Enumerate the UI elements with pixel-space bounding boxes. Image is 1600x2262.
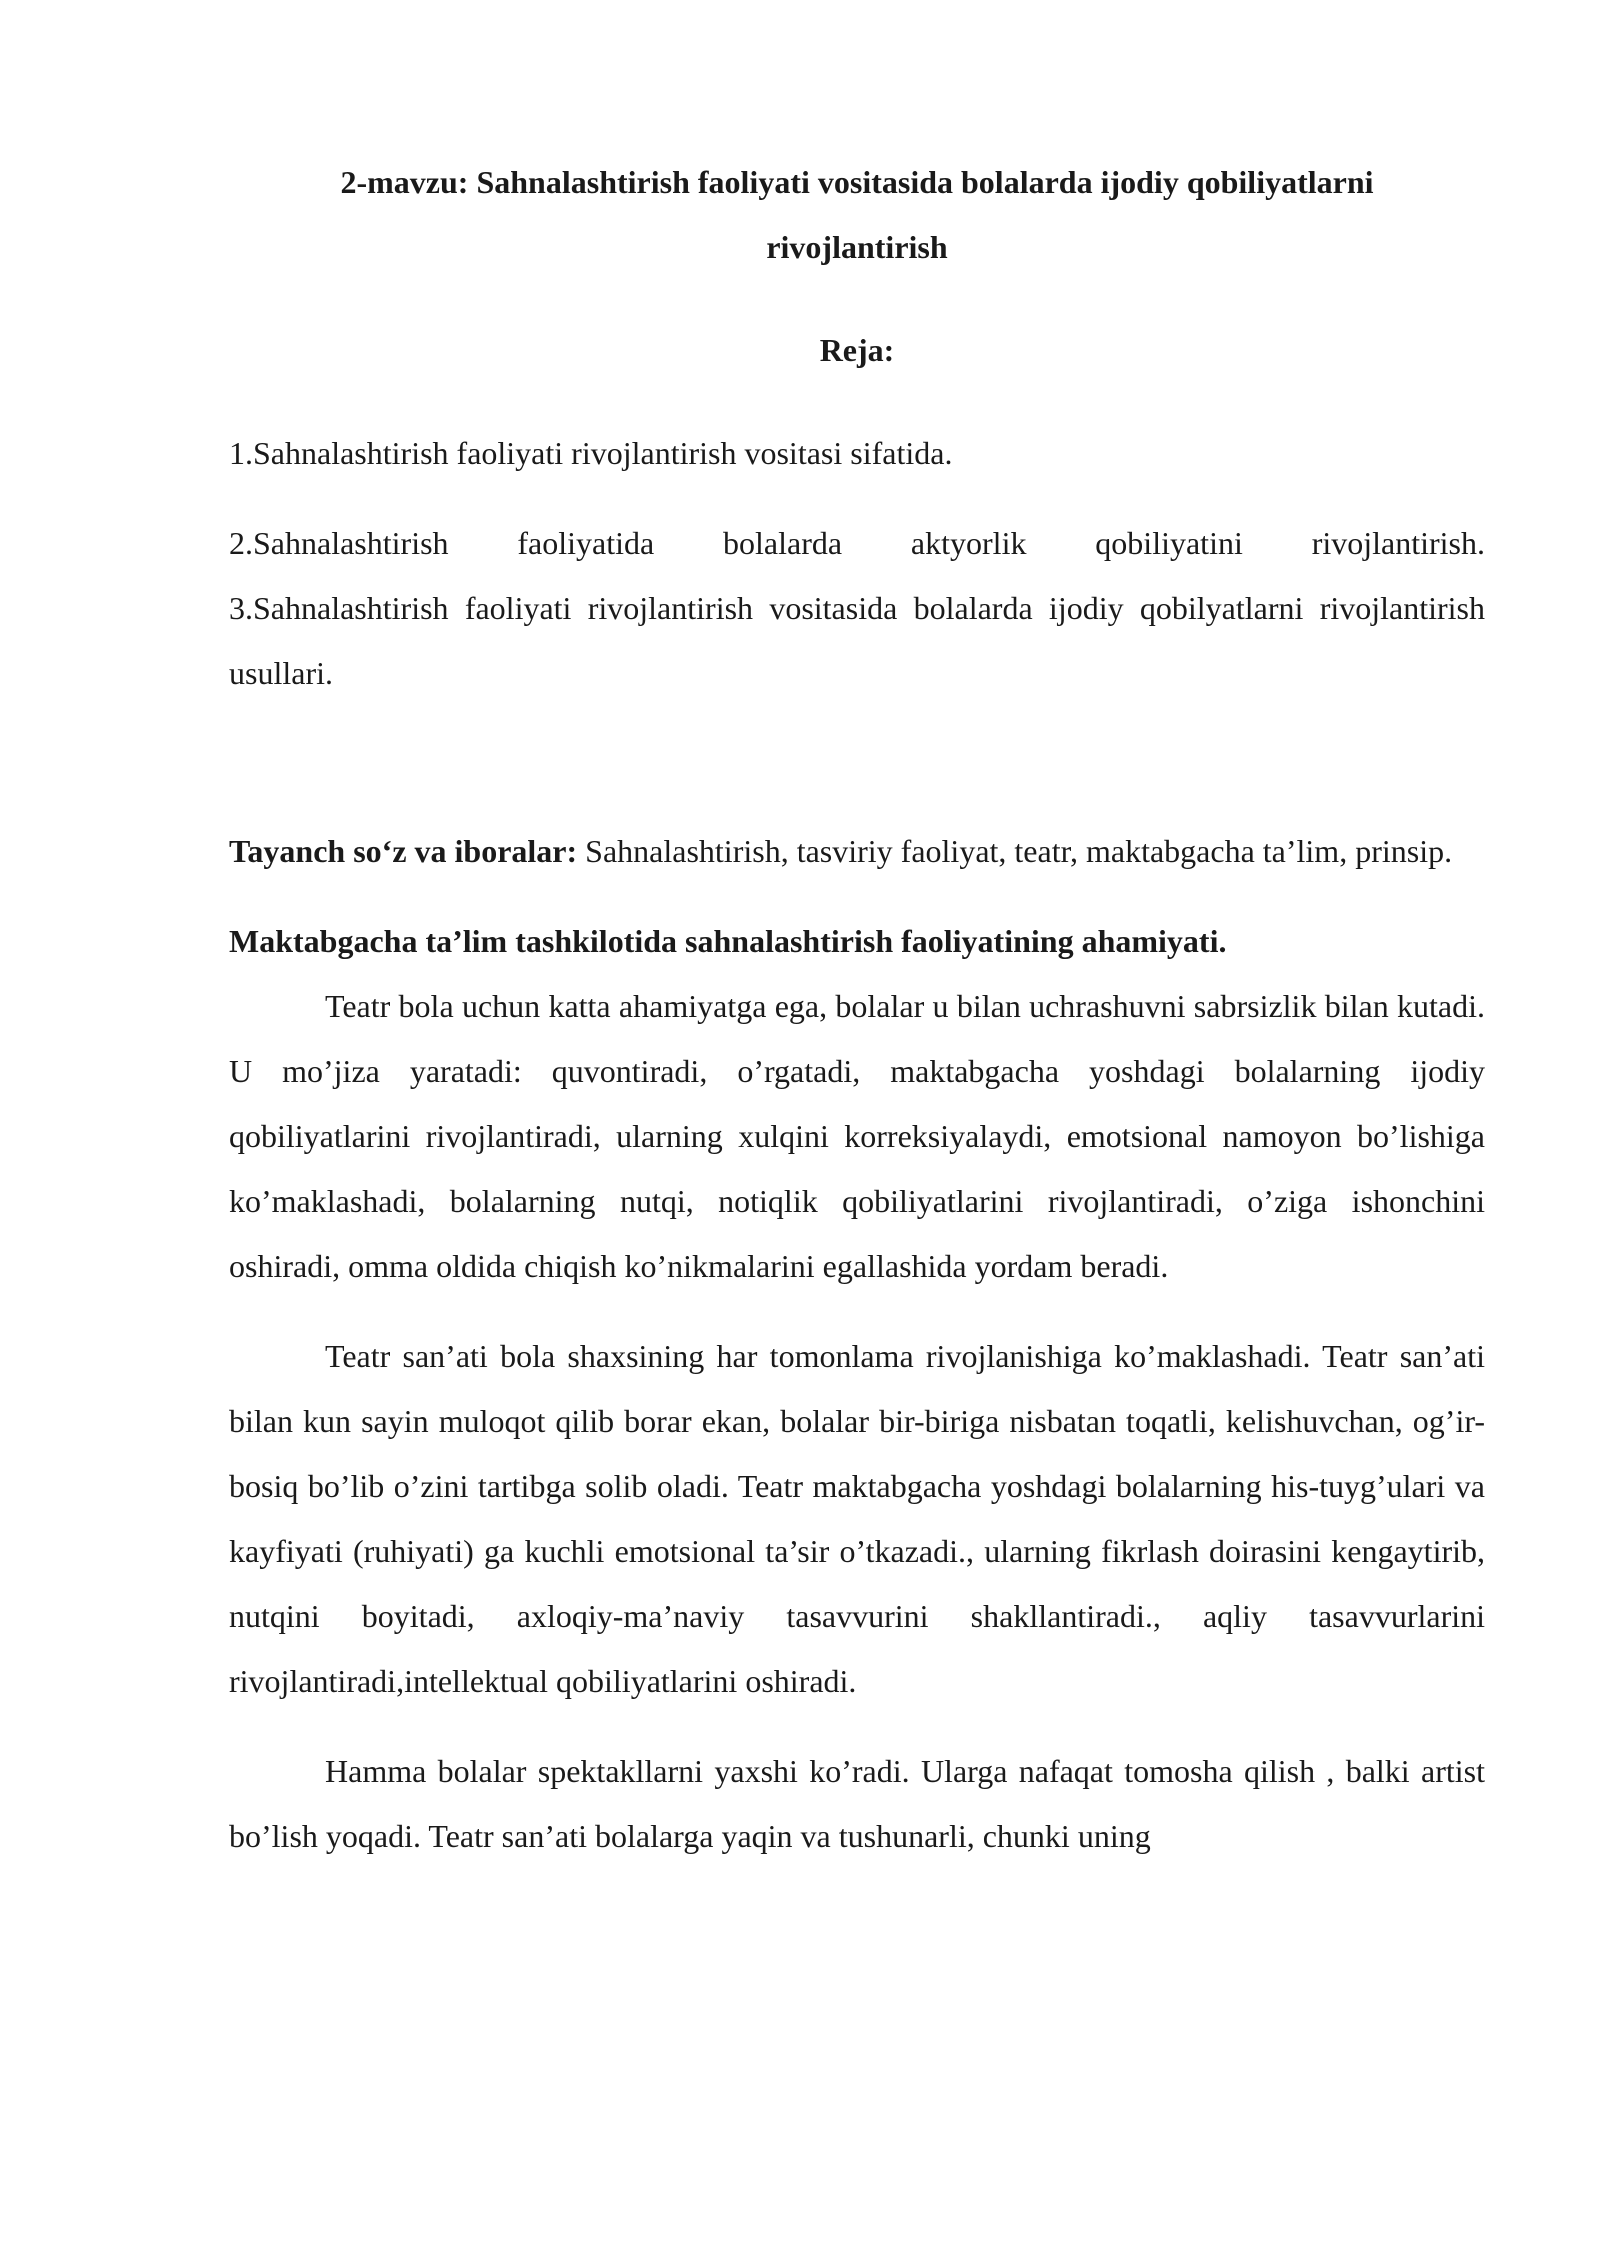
section-heading: Maktabgacha ta’lim tashkilotida sahnalashtirish faoliyatining ahamiyati. [229,923,1227,959]
title-line-2: rivojlantirish [766,229,948,265]
document-title [229,150,1485,280]
plan-heading: Reja: [819,332,895,368]
keywords-paragraph [229,819,1485,884]
body-paragraph-1: Teatr bola uchun katta ahamiyatga ega, bolalar u bilan uchrashuvni sabrsizlik bilan kutadi. U mo’jiza yaratadi: quvontiradi, o’rgatadi, maktabgacha yoshdagi bolalarning ijodiy qobiliyatlarini rivojlantiradi, ularning xulqini korreksiyalaydi, emotsional namoyon bo’lishiga ko’maklashadi, bolalarning nutqi, notiqlik qobiliyatlarini rivojlantiradi, o’ziga ishonchini oshiradi, omma oldida chiqish ko’nikmalarini egallashida yordam beradi. [229,988,1485,1284]
keywords-text: Sahnalashtirish, tasviriy faoliyat, teatr, maktabgacha ta’lim, prinsip. [577,833,1453,869]
plan-item-2: 2.Sahnalashtirish faoliyatida bolalarda aktyorlik qobiliyatini rivojlantirish. [229,525,1485,561]
body-paragraph-2: Teatr san’ati bola shaxsining har tomonlama rivojlanishiga ko’maklashadi. Teatr san’ati bilan kun sayin muloqot qilib borar ekan, bolalar bir-biriga nisbatan toqatli, kelishuvchan, og’ir-bosiq bo’lib o’zini tartibga solib oladi. Teatr maktabgacha yoshdagi bolalarning his-tuyg’ulari va kayfiyati (ruhiyati) ga kuchli emotsional ta’sir o’tkazadi., ularning fikrlash doirasini kengaytirib, nutqini boyitadi, axloqiy-ma’naviy tasavvurini shakllantiradi., aqliy tasavvurlarini rivojlantiradi,intellektual qobiliyatlarini oshiradi. [229,1338,1485,1699]
body-paragraph-3: Hamma bolalar spektakllarni yaxshi ko’radi. Ularga nafaqat tomosha qilish , balki artist bo’lish yoqadi. Teatr san’ati bolalarga yaqin va tushunarli, chunki uning [229,1753,1485,1854]
keywords-label: Tayanch so‘z va iboralar: [229,833,578,869]
plan-item-1: 1.Sahnalashtirish faoliyati rivojlantirish vositasi sifatida. [229,435,953,471]
plan-item-3: 3.Sahnalashtirish faoliyati rivojlantirish vositasida bolalarda ijodiy qobilyatlarni rivojlantirish usullari. [229,590,1485,691]
title-line-1: 2-mavzu: Sahnalashtirish faoliyati vositasida bolalarda ijodiy qobiliyatlarni [340,164,1374,200]
document-page [229,150,1485,1869]
